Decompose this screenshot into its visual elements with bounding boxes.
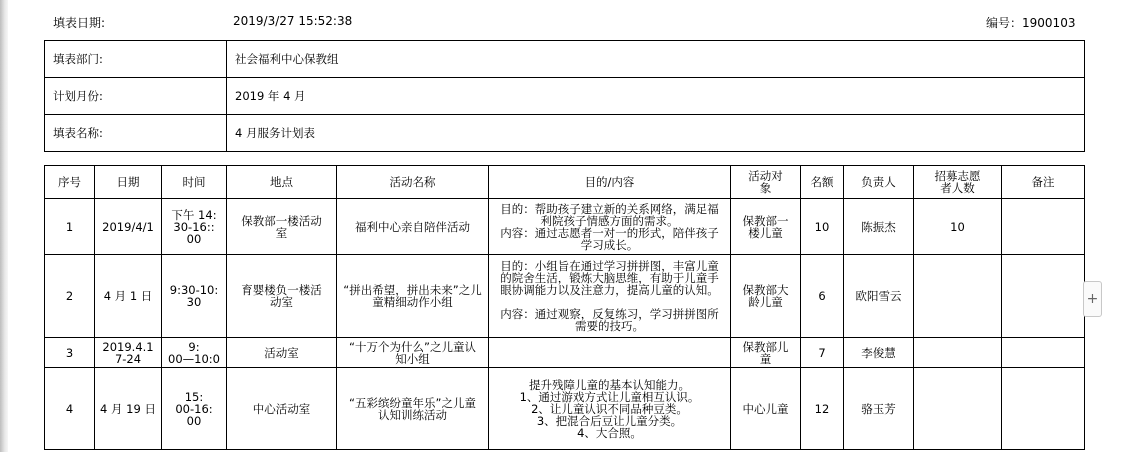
dept-value: 社会福利中心保教组 [227,41,1085,78]
row2-time-l1: 9:30-10: [169,283,219,297]
dept-label: 填表部门: [45,41,227,78]
row2-quota: 6 [801,255,844,338]
row1-target [731,199,801,255]
row4-purpose [489,368,731,450]
name-value: 4 月服务计划表 [227,115,1085,152]
row2-seq: 2 [45,255,95,338]
row4-owner: 骆玉芳 [844,368,914,450]
month-value: 2019 年 4 月 [227,78,1085,115]
row2-volunteers [914,255,1002,338]
row3-date-l2: 7-24 [114,351,142,366]
col-remark: 备注 [1002,166,1085,199]
row2-place-l2: 动室 [270,295,293,309]
row1-place-l1: 保教部一楼活动 [241,213,322,228]
row4-purpose-l2: 1、通过游戏方式让儿童相互认识。 [519,389,700,404]
table-row [45,199,1085,255]
row2-activity-l2: 童精细动作小组 [372,295,453,309]
row4-time-l2: 00-16: [175,401,213,416]
row2-time-l2: 30 [186,295,202,309]
col-purpose: 目的/内容 [489,166,731,199]
row3-activity [337,338,489,368]
row3-time-l1: 9: [188,339,200,354]
row1-purpose [489,199,731,255]
row3-target-l1: 保教部儿 [742,339,789,354]
row1-activity: 福利中心亲自陪伴活动 [337,199,489,255]
row1-purpose-l3: 内容：通过志愿者一对一的形式，陪伴孩子 [500,225,719,240]
row3-purpose [489,338,731,368]
row3-place: 活动室 [227,338,337,368]
row4-seq: 4 [45,368,95,450]
row2-target-l1: 保教部大 [742,283,789,297]
row2-purpose-l2: 的院舍生活，锻炼大脑思维，有助于儿童手 [500,271,719,285]
table-row [45,338,1085,368]
col-date: 日期 [95,166,162,199]
row1-time-l3: 00 [186,231,202,246]
col-quota: 名额 [801,166,844,199]
row4-time-l1: 15: [184,389,204,404]
row2-purpose-l3: 眼协调能力以及注意力，提高儿童的认知。 [500,283,719,297]
row1-target-l1: 保教部一 [742,213,789,228]
row4-purpose-l3: 2、让儿童认识不同品种豆类。 [531,401,688,416]
row3-time-l2: 00—10:0 [168,351,220,366]
row4-remark [1002,368,1085,450]
row2-target-l2: 龄儿童 [748,295,783,309]
row1-purpose-l4: 学习成长。 [580,237,639,252]
expand-plus-button[interactable]: + [1083,281,1102,317]
name-label: 填表名称: [45,115,227,152]
col-place: 地点 [227,166,337,199]
row4-time [162,368,227,450]
row1-place-l2: 室 [275,225,288,240]
col-owner: 负责人 [844,166,914,199]
row2-activity [337,255,489,338]
col-volunteers-line1: 招募志愿 [934,169,981,183]
row3-activity-l1: “十万个为什么”之儿童认 [349,339,476,354]
row2-place-l1: 育婴楼负一楼活 [241,283,322,297]
fill-date-label: 填表日期: [53,16,106,30]
serial-value: 1900103 [1022,16,1076,30]
col-seq: 序号 [45,166,95,199]
row2-owner: 欧阳雪云 [844,255,914,338]
row3-date-l1: 2019.4.1 [102,339,154,354]
fill-date-value: 2019/3/27 15:52:38 [233,14,353,28]
row4-purpose-l1: 提升残障儿童的基本认知能力。 [529,377,690,392]
row1-time [162,199,227,255]
row2-target [731,255,801,338]
row3-seq: 3 [45,338,95,368]
col-volunteers-line2: 者人数 [940,181,975,195]
row3-remark [1002,338,1085,368]
row1-place [227,199,337,255]
col-target-line2: 象 [759,181,772,195]
info-table [44,40,1085,152]
row1-remark [1002,199,1085,255]
row4-activity [337,368,489,450]
row2-purpose-l5: 需要的技巧。 [575,319,644,333]
info-row-month [45,78,1085,115]
row1-seq: 1 [45,199,95,255]
col-target-line1: 活动对 [748,169,783,183]
col-volunteers [914,166,1002,199]
plan-header-row [45,166,1085,199]
row1-target-l2: 楼儿童 [748,225,783,240]
row1-purpose-l2: 利院孩子情感方面的需求。 [540,213,679,228]
month-label: 计划月份: [45,78,227,115]
row2-purpose [489,255,731,338]
row4-volunteers [914,368,1002,450]
plan-table [44,165,1085,450]
row1-volunteers: 10 [914,199,1002,255]
row3-owner: 李俊慧 [844,338,914,368]
row3-target-l2: 童 [759,351,772,366]
col-target [731,166,801,199]
row1-purpose-l1: 目的：帮助孩子建立新的关系网络，满足福 [500,201,719,216]
row4-quota: 12 [801,368,844,450]
row2-purpose-l4: 内容：通过观察，反复练习，学习拼拼图所 [500,307,719,321]
row3-date [95,338,162,368]
row3-time [162,338,227,368]
row4-target: 中心儿童 [731,368,801,450]
col-activity: 活动名称 [337,166,489,199]
row4-purpose-l4: 3、把混合后豆让儿童分类。 [536,413,683,428]
row4-activity-l2: 认知训练活动 [378,407,447,422]
table-row [45,368,1085,450]
row3-target [731,338,801,368]
row1-quota: 10 [801,199,844,255]
row2-activity-l1: “拼出希望，拼出未来”之儿 [343,283,482,297]
info-row-name [45,115,1085,152]
row4-activity-l1: “五彩缤纷童年乐”之儿童 [349,395,476,410]
row2-date: 4 月 1 日 [95,255,162,338]
row3-volunteers [914,338,1002,368]
row4-place: 中心活动室 [227,368,337,450]
row1-time-l2: 30-16:: [173,219,215,234]
row2-place [227,255,337,338]
info-row-dept [45,41,1085,78]
col-time: 时间 [162,166,227,199]
serial-number [986,14,1075,31]
table-row [45,255,1085,338]
row3-quota: 7 [801,338,844,368]
row2-time [162,255,227,338]
row4-purpose-l5: 4、大合照。 [577,425,642,440]
row3-activity-l2: 知小组 [395,351,430,366]
row2-purpose-l1: 目的：小组旨在通过学习拼拼图，丰富儿童 [500,259,719,273]
row1-time-l1: 下午 14: [171,207,217,222]
row4-date: 4 月 19 日 [95,368,162,450]
row1-owner: 陈振杰 [844,199,914,255]
row4-time-l3: 00 [186,413,202,428]
serial-label: 编号： [986,16,1023,30]
window-left-edge [0,0,8,452]
row2-remark [1002,255,1085,338]
row1-date: 2019/4/1 [95,199,162,255]
